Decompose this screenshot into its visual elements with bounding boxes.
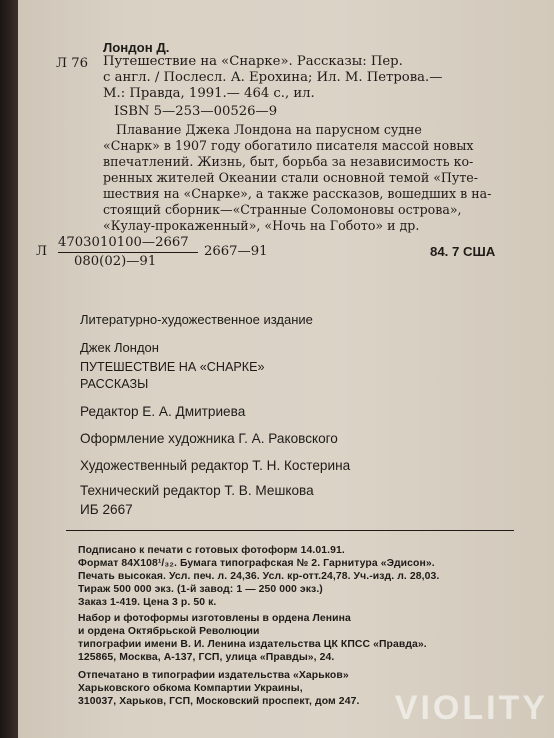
typeset-line: типографии имени В. И. Ленина издательства ЦК КПСС «Правда». xyxy=(78,639,427,650)
annotation-line: Плавание Джека Лондона на парусном судне xyxy=(116,122,422,137)
credit-tech-editor: Технический редактор Т. В. Мешкова xyxy=(80,483,314,498)
formula-fraction-bar xyxy=(58,252,198,253)
print-spec-line: Подписано к печати с готовых фотоформ 14.01.91. xyxy=(78,545,345,556)
watermark-logo: VIOLITY xyxy=(394,689,548,727)
credit-art-editor: Художественный редактор Т. Н. Костерина xyxy=(80,458,351,473)
formula-numerator: 4703010100—2667 xyxy=(58,235,189,250)
formula-code: 2667—91 xyxy=(204,244,268,259)
annotation-line: «Кулау-прокаженный», «Ночь на Гобото» и др. xyxy=(103,218,420,233)
imprint-divider xyxy=(66,530,514,531)
catalog-desc-line: Путешествие на «Снарке». Рассказы: Пер. xyxy=(103,54,403,69)
catalog-isbn: ISBN 5—253—00526—9 xyxy=(114,104,278,119)
print-spec-line: Формат 84Х108¹/₃₂. Бумага типографская № 2. Гарнитура «Эдисон». xyxy=(78,558,435,569)
annotation-line: стоящий сборник—«Странные Соломоновы острова», xyxy=(103,202,462,217)
typeset-line: и ордена Октябрьской Революции xyxy=(78,626,260,637)
colophon-subtitle: РАССКАЗЫ xyxy=(80,377,149,391)
typeset-line: Набор и фотоформы изготовлены в ордена Ленина xyxy=(78,613,351,624)
colophon-title: ПУТЕШЕСТВИЕ НА «СНАРКЕ» xyxy=(80,360,265,374)
edition-type: Литературно-художественное издание xyxy=(80,312,313,327)
printed-line: 310037, Харьков, ГСП, Московский проспект, дом 247. xyxy=(78,696,360,707)
catalog-desc-line: М.: Правда, 1991.— 464 с., ил. xyxy=(103,86,315,101)
print-spec-line: Заказ 1-419. Цена 3 р. 50 к. xyxy=(78,597,217,608)
catalog-desc-line: с англ. / Послесл. А. Ерохина; Ил. М. Петрова.— xyxy=(103,70,443,85)
formula-letter: Л xyxy=(36,244,48,259)
print-spec-line: Тираж 500 000 экз. (1-й завод: 1 — 250 000 экз.) xyxy=(78,584,323,595)
annotation-line: шествия на «Снарке», а также рассказов, вошедших в на- xyxy=(103,186,492,201)
printed-line: Харьковского обкома Компартии Украины, xyxy=(78,683,303,694)
annotation-line: ренных жителей Океании стали основной темой «Путе- xyxy=(103,170,478,185)
annotation-line: впечатлений. Жизнь, быт, борьба за независимость ко- xyxy=(103,154,474,169)
ib-number: ИБ 2667 xyxy=(80,502,133,517)
book-page xyxy=(18,0,554,738)
bbk-code: 84. 7 США xyxy=(430,244,496,259)
print-spec-line: Печать высокая. Усл. печ. л. 24,36. Усл. кр-отт.24,78. Уч.-изд. л. 28,03. xyxy=(78,571,440,582)
colophon-author: Джек Лондон xyxy=(80,340,159,355)
formula-denominator: 080(02)—91 xyxy=(74,254,157,269)
credit-design: Оформление художника Г. А. Раковского xyxy=(80,431,338,446)
typeset-line: 125865, Москва, А-137, ГСП, улица «Правды», 24. xyxy=(78,652,335,663)
credit-editor: Редактор Е. А. Дмитриева xyxy=(80,404,246,419)
printed-line: Отпечатано в типографии издательства «Харьков» xyxy=(78,670,349,681)
book-gutter-shadow xyxy=(0,0,18,738)
catalog-index: Л 76 xyxy=(56,56,88,71)
catalog-author: Лондон Д. xyxy=(103,40,170,55)
annotation-line: «Снарк» в 1907 году обогатило писателя массой новых xyxy=(103,138,474,153)
